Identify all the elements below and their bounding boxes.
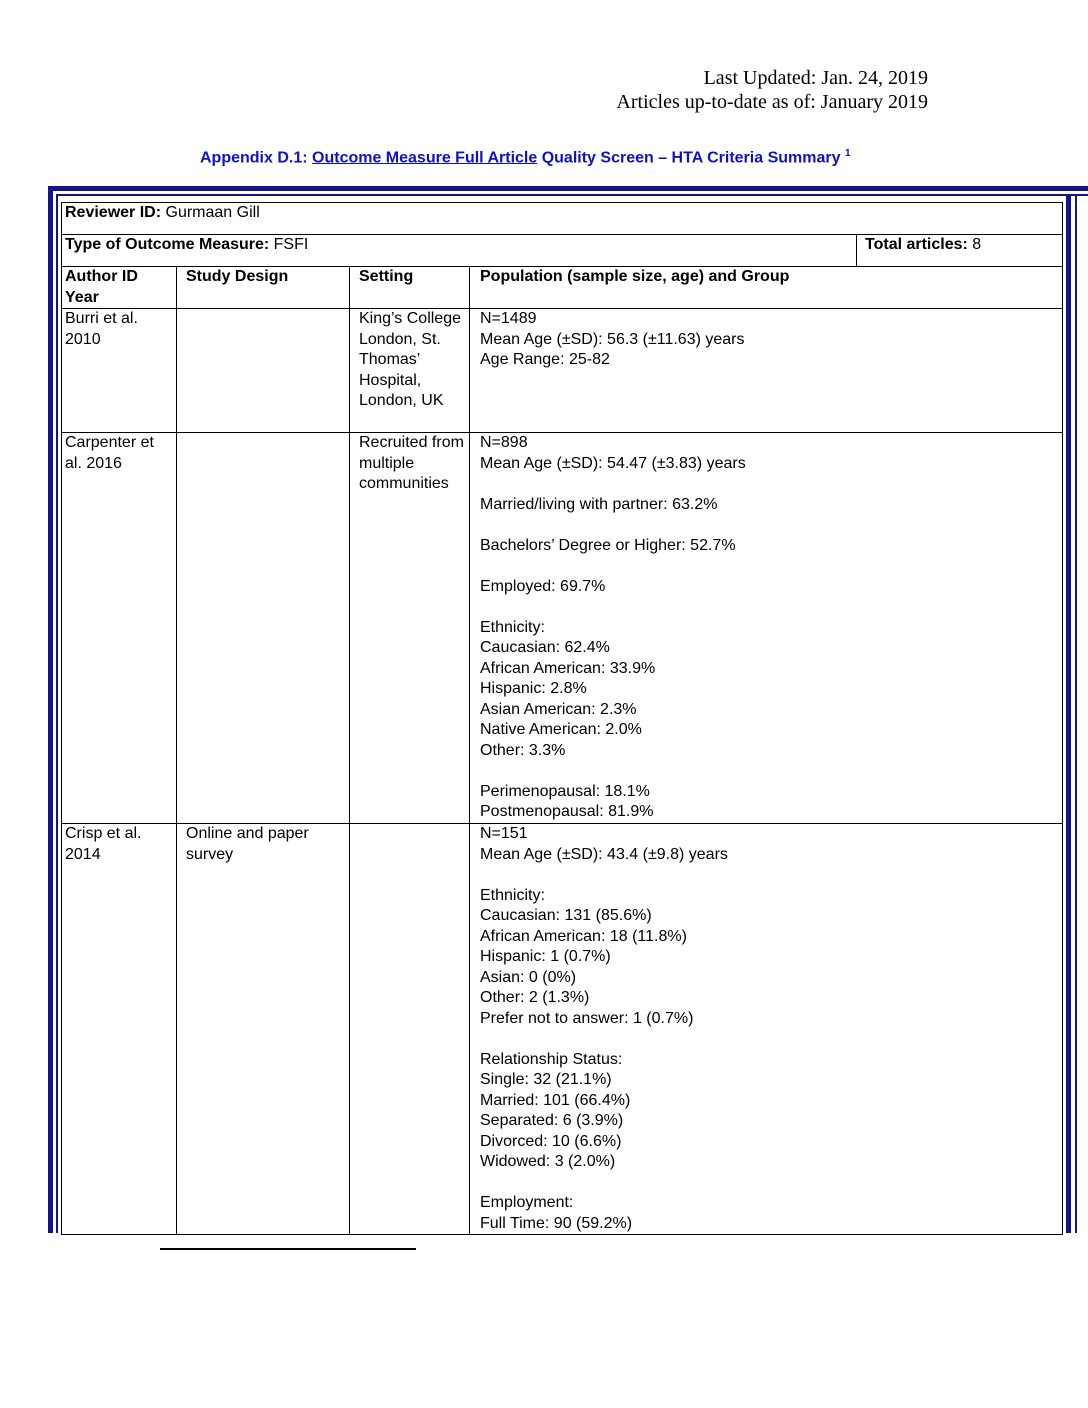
articles-asof: Articles up-to-date as of: January 2019: [616, 91, 928, 113]
population-line: N=1489: [480, 310, 537, 327]
population-line: Mean Age (±SD): 56.3 (±11.63) years: [480, 330, 745, 348]
appendix-link[interactable]: Outcome Measure Full Article: [312, 149, 538, 167]
appendix-prefix: Appendix D.1:: [200, 149, 313, 167]
total-value: 8: [967, 236, 982, 253]
population-line: [480, 1173, 1059, 1194]
population-line: African American: 33.9%: [480, 659, 656, 677]
footnote-mark[interactable]: 1: [844, 148, 851, 159]
frame-right-thick: [1066, 194, 1071, 1233]
population-line: Age Range: 25-82: [480, 351, 610, 368]
population-line: Widowed: 3 (2.0%): [480, 1153, 616, 1170]
reviewer-value: Gurmaan Gill: [161, 204, 260, 221]
setting-cell: King’s College London, St. Thomas’ Hospital, London, UK: [350, 309, 470, 433]
frame-right-thin: [1075, 194, 1077, 1233]
total-label: Total articles:: [865, 236, 968, 253]
population-line: Employed: 69.7%: [480, 577, 606, 595]
population-line: [480, 761, 1059, 782]
reviewer-cell: [62, 203, 1063, 235]
population-line: [480, 556, 1059, 577]
population-line: Hispanic: 2.8%: [480, 680, 587, 697]
author-cell: Carpenter et al. 2016: [62, 433, 177, 824]
col-header-author: Author ID Year: [62, 267, 177, 309]
population-cell: [470, 824, 1063, 1235]
col-header-design: Study Design: [177, 267, 350, 309]
col-header-setting: Setting: [350, 267, 470, 309]
population-line: Hispanic: 1 (0.7%): [480, 948, 611, 965]
design-cell: [177, 433, 350, 824]
population-line: Other: 3.3%: [480, 741, 566, 759]
total-articles-cell: [857, 235, 1063, 267]
update-info: [616, 66, 928, 114]
population-line: African American: 18 (11.8%): [480, 927, 687, 945]
table-row: [62, 433, 1063, 824]
appendix-title: [200, 148, 960, 167]
population-line: Other: 2 (1.3%): [480, 989, 590, 1006]
population-line: Married/living with partner: 63.2%: [480, 495, 718, 513]
population-cell: [470, 433, 1063, 824]
measure-row: [62, 235, 1063, 267]
population-line: Separated: 6 (3.9%): [480, 1112, 624, 1129]
author-cell: Crisp et al. 2014: [62, 824, 177, 1235]
population-line: [480, 865, 1059, 886]
population-line: Ethnicity:: [480, 886, 545, 904]
criteria-table: [61, 202, 1063, 1235]
frame-inner-top: [56, 194, 1088, 196]
population-line: [480, 597, 1059, 618]
setting-cell: [350, 824, 470, 1235]
measure-label: Type of Outcome Measure:: [65, 236, 270, 253]
population-line: Single: 32 (21.1%): [480, 1071, 612, 1088]
population-line: Native American: 2.0%: [480, 721, 642, 738]
population-line: N=151: [480, 825, 528, 842]
measure-value: FSFI: [269, 236, 309, 253]
population-line: Married: 101 (66.4%): [480, 1091, 631, 1109]
population-line: N=898: [480, 434, 528, 451]
frame-inner-left: [56, 194, 58, 1233]
measure-cell: [62, 235, 857, 267]
population-line: Prefer not to answer: 1 (0.7%): [480, 1009, 694, 1027]
population-line: [480, 1029, 1059, 1050]
col-header-population: Population (sample size, age) and Group: [470, 267, 1063, 309]
population-line: Asian American: 2.3%: [480, 700, 637, 718]
population-line: Divorced: 10 (6.6%): [480, 1132, 622, 1150]
population-line: Ethnicity:: [480, 618, 545, 636]
population-line: Asian: 0 (0%): [480, 968, 577, 986]
population-line: Bachelors’ Degree or Higher: 52.7%: [480, 536, 736, 554]
population-line: [480, 515, 1059, 536]
population-line: Postmenopausal: 81.9%: [480, 803, 654, 820]
author-cell: Burri et al. 2010: [62, 309, 177, 433]
design-cell: Online and paper survey: [177, 824, 350, 1235]
appendix-rest: Quality Screen – HTA Criteria Summary: [537, 149, 845, 167]
last-updated: Last Updated: Jan. 24, 2019: [703, 67, 928, 89]
population-line: Perimenopausal: 18.1%: [480, 782, 650, 800]
table-row: [62, 824, 1063, 1235]
population-line: Caucasian: 131 (85.6%): [480, 907, 652, 924]
footnote-separator: [160, 1248, 416, 1250]
population-line: [480, 474, 1059, 495]
population-line: Full Time: 90 (59.2%): [480, 1214, 633, 1232]
population-line: Relationship Status:: [480, 1050, 623, 1068]
design-cell: [177, 309, 350, 433]
population-line: Mean Age (±SD): 54.47 (±3.83) years: [480, 454, 746, 472]
population-cell: [470, 309, 1063, 433]
population-line: Caucasian: 62.4%: [480, 639, 610, 656]
reviewer-row: [62, 203, 1063, 235]
population-line: Employment:: [480, 1194, 574, 1211]
table-row: [62, 309, 1063, 433]
reviewer-label: Reviewer ID:: [65, 204, 162, 221]
setting-cell: Recruited from multiple communities: [350, 433, 470, 824]
population-line: Mean Age (±SD): 43.4 (±9.8) years: [480, 845, 728, 863]
header-row: [62, 267, 1063, 309]
